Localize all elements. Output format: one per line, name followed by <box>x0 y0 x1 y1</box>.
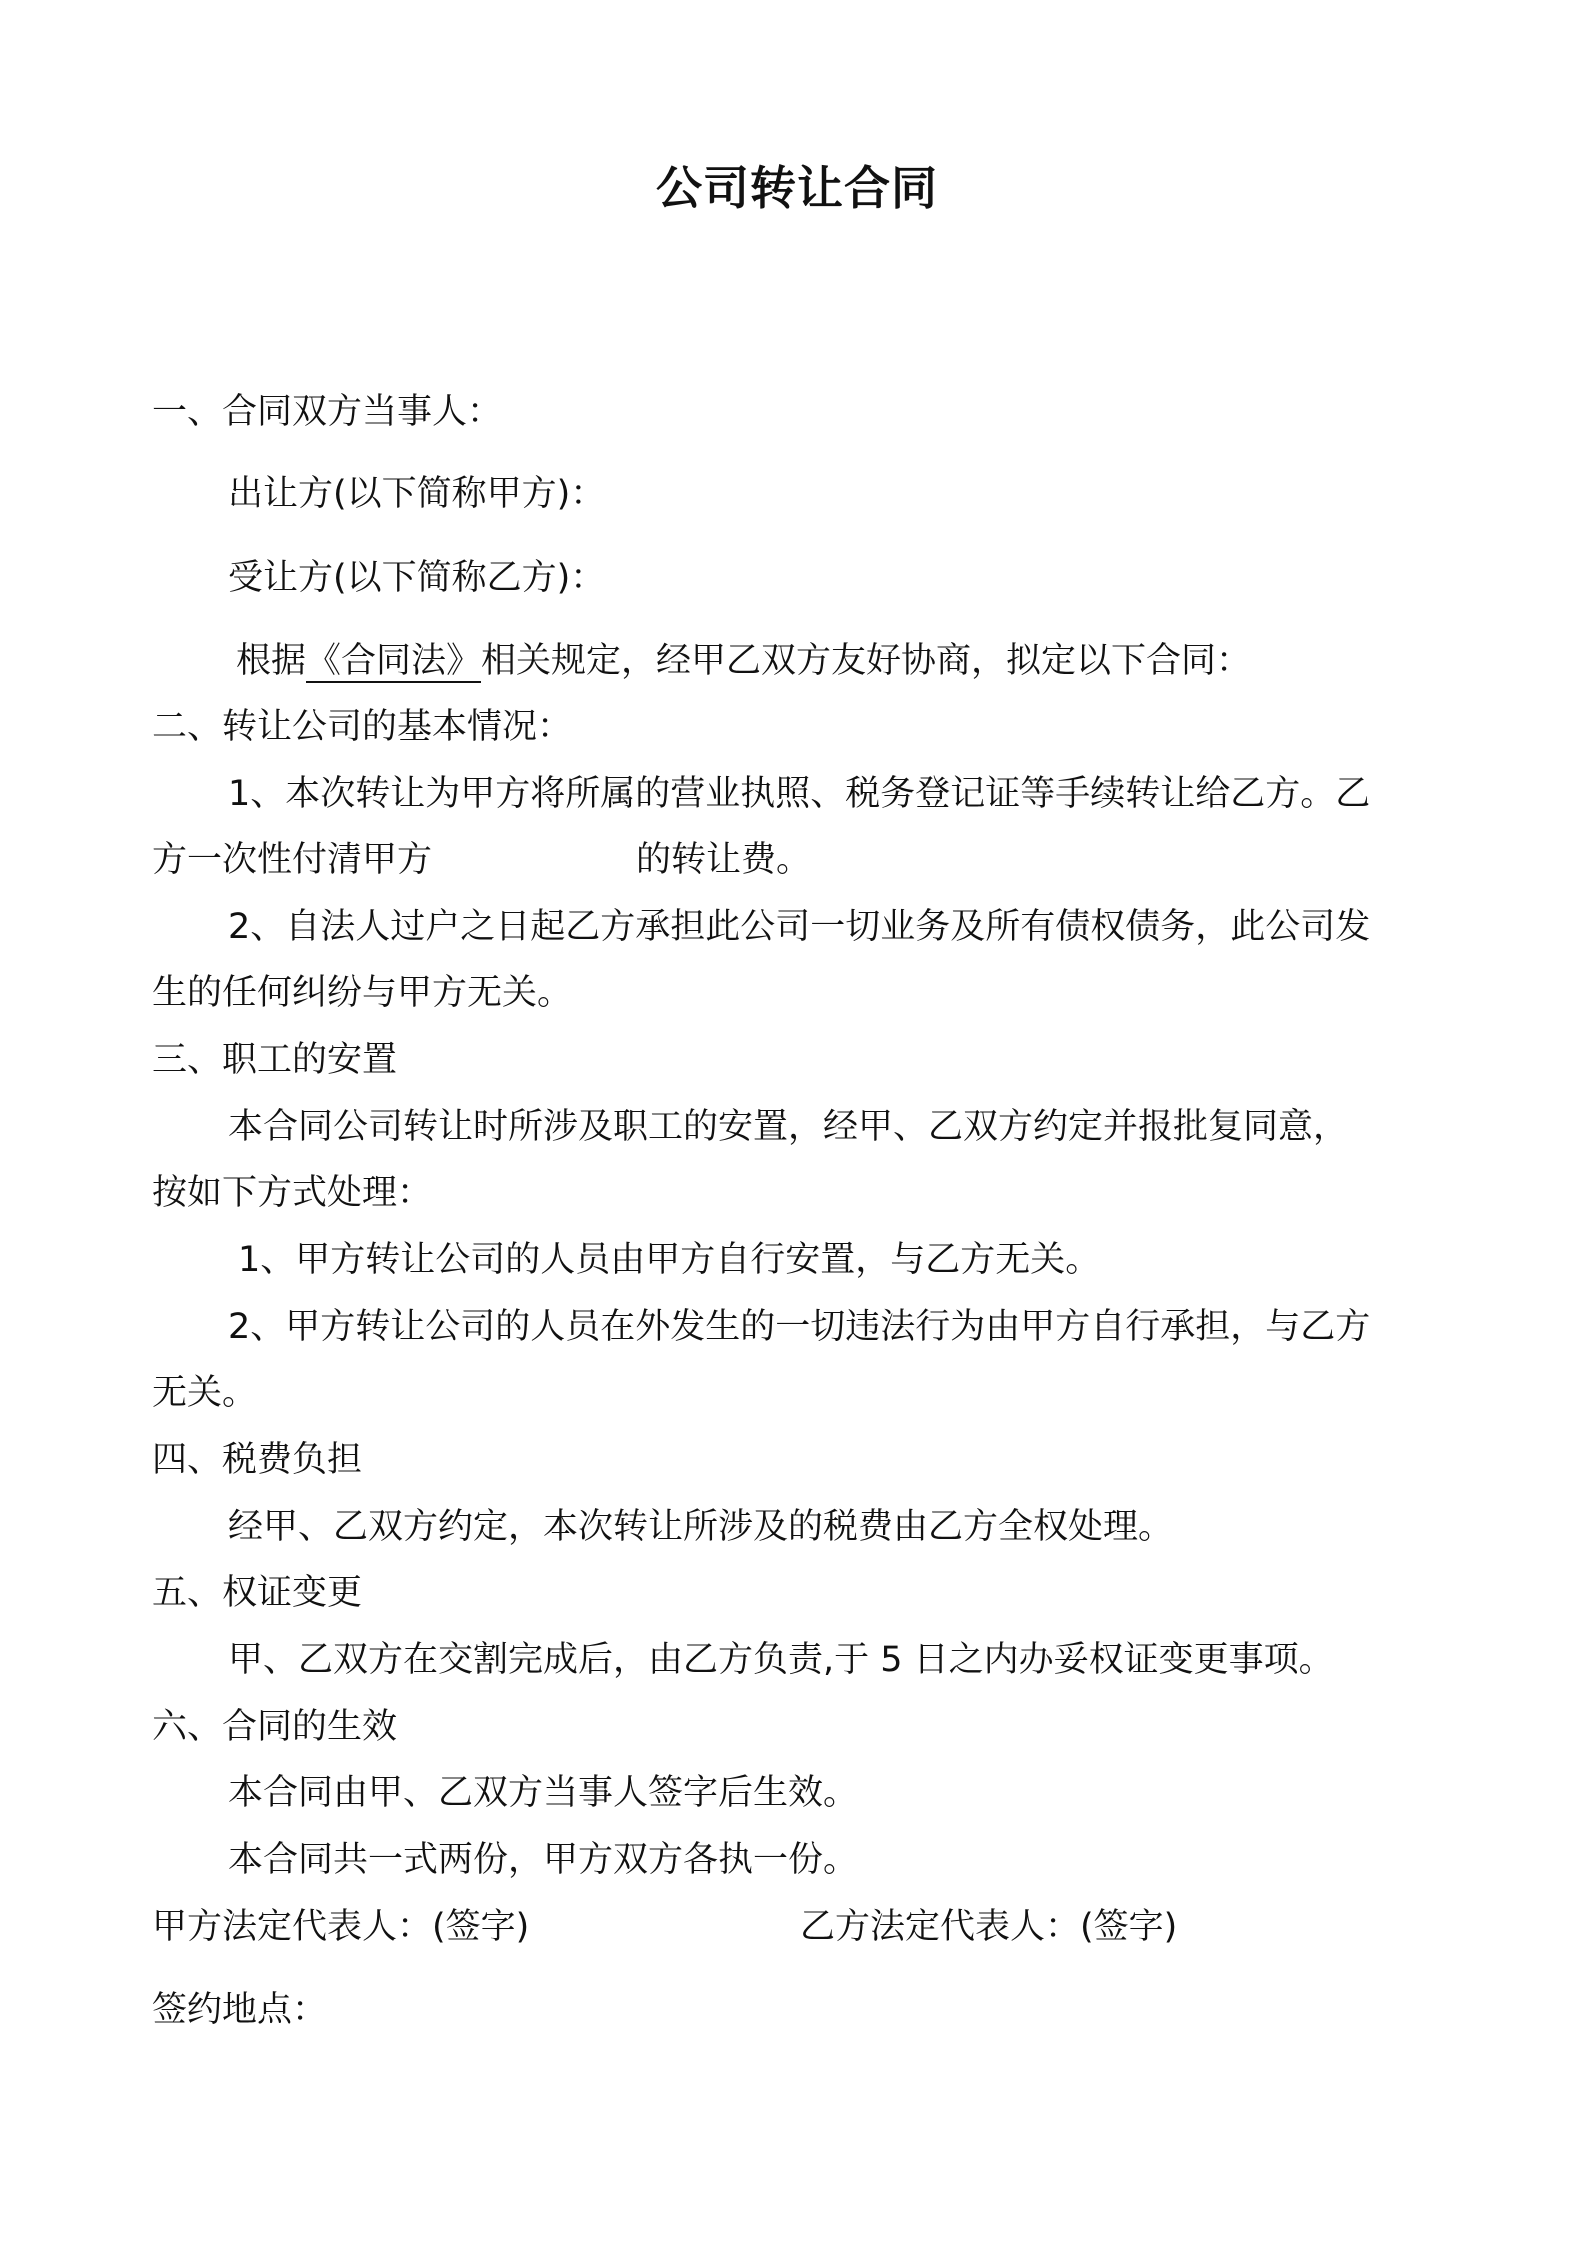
payment-text: 方一次性付清甲方 <box>152 840 433 880</box>
section-1-heading: 一、合同双方当事人： <box>152 392 503 432</box>
section-6-text-1: 本合同由甲、乙双方当事人签字后生效。 <box>228 1773 859 1813</box>
section-4-text: 经甲、乙双方约定，本次转让所涉及的税费由乙方全权处理。 <box>228 1507 1174 1547</box>
transferor-line: 出让方(以下简称甲方)： <box>228 474 606 514</box>
section-2-item-2-line-1: 2、自法人过户之日起乙方承担此公司一切业务及所有债权债务，此公司发 <box>228 907 1371 947</box>
section-5-heading: 五、权证变更 <box>152 1573 363 1613</box>
section-2-item-1-line-1: 1、本次转让为甲方将所属的营业执照、税务登记证等手续转让给乙方。乙 <box>228 774 1371 814</box>
transfer-fee-text: 的转让费。 <box>636 840 812 880</box>
section-3-heading: 三、职工的安置 <box>152 1040 398 1080</box>
section-2-item-1-line-2 <box>152 836 811 884</box>
section-5-text: 甲、乙双方在交割完成后，由乙方负责,于 5 日之内办妥权证变更事项。 <box>228 1640 1334 1680</box>
section-2-item-2-line-2: 生的任何纠纷与甲方无关。 <box>152 973 573 1013</box>
section-6-heading: 六、合同的生效 <box>152 1707 398 1747</box>
section-3-item-2-line-1: 2、甲方转让公司的人员在外发生的一切违法行为由甲方自行承担，与乙方 <box>228 1307 1371 1347</box>
section-3-intro-line-1: 本合同公司转让时所涉及职工的安置，经甲、乙双方约定并报批复同意， <box>228 1107 1349 1147</box>
section-4-heading: 四、税费负担 <box>152 1440 363 1480</box>
section-2-heading: 二、转让公司的基本情况： <box>152 707 573 747</box>
section-3-intro-line-2: 按如下方式处理： <box>152 1173 433 1213</box>
section-6-text-2: 本合同共一式两份，甲方双方各执一份。 <box>228 1840 859 1880</box>
signing-place-line: 签约地点： <box>152 1990 328 2030</box>
contract-page <box>152 0 1442 2244</box>
party-a-signature-line: 甲方法定代表人：(签字) <box>152 1907 530 1947</box>
document-title: 公司转让合同 <box>656 161 938 215</box>
section-3-item-2-line-2: 无关。 <box>152 1373 258 1413</box>
preamble-end: 相关规定，经甲乙双方友好协商，拟定以下合同： <box>481 641 1252 681</box>
contract-law-reference: 《合同法》 <box>306 641 482 681</box>
transferee-line: 受让方(以下简称乙方)： <box>228 558 606 598</box>
section-3-item-1: 1、甲方转让公司的人员由甲方自行安置，与乙方无关。 <box>238 1240 1101 1280</box>
preamble <box>236 637 1251 685</box>
preamble-start: 根据 <box>236 641 307 681</box>
party-b-signature-line: 乙方法定代表人：(签字) <box>800 1907 1178 1947</box>
